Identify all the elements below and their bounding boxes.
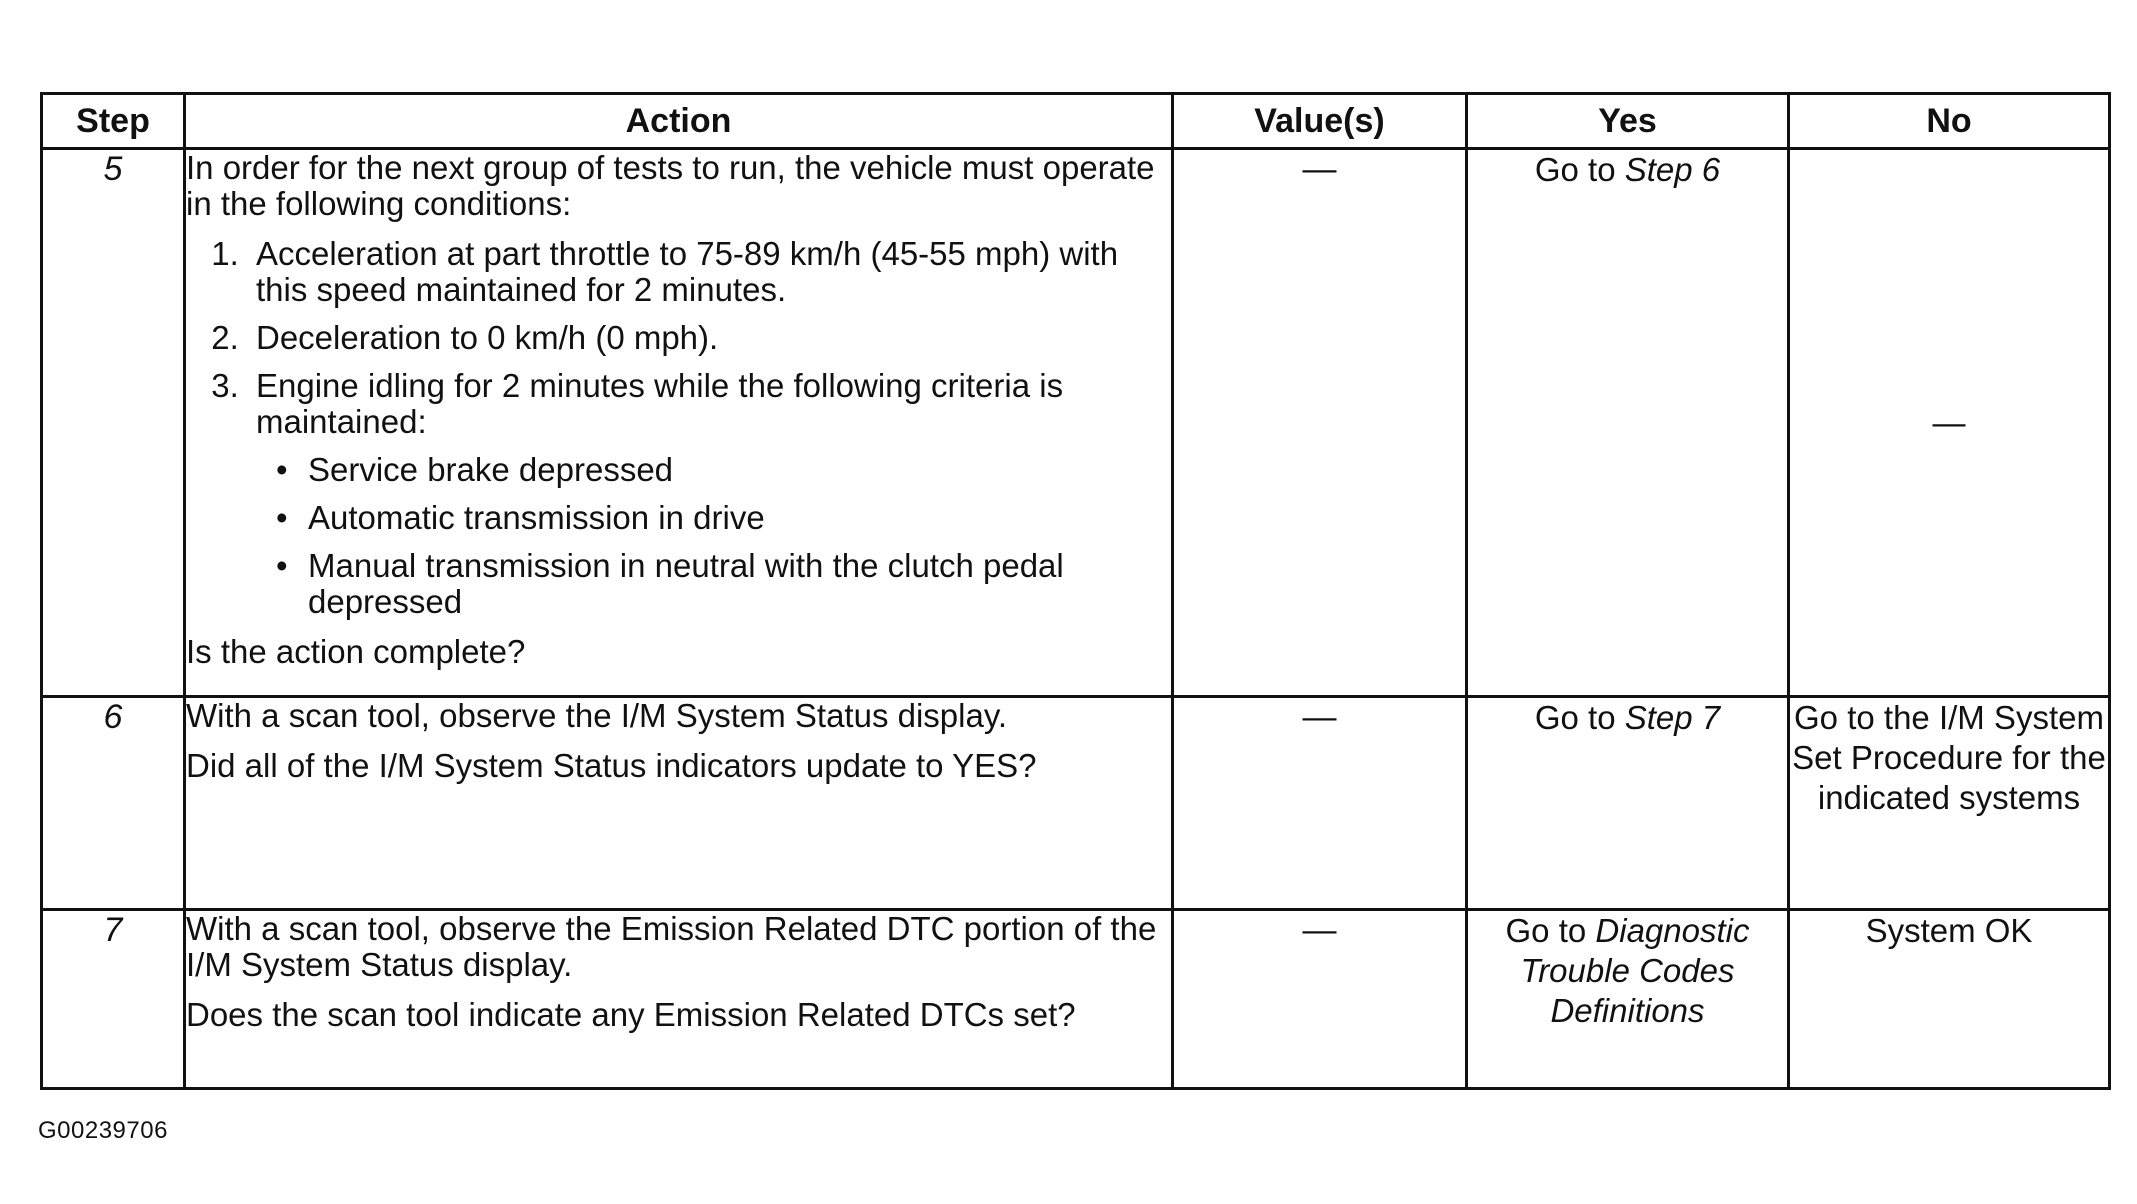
action-cell: [185, 697, 1173, 910]
step-number: 6: [42, 697, 185, 910]
action-intro: With a scan tool, observe the Emission Related DTC portion of the I/M System Status display.: [186, 910, 1157, 983]
table-row-step-6: [42, 697, 2110, 910]
criteria-list: [256, 452, 1171, 620]
yes-step-link[interactable]: Step 6: [1624, 151, 1721, 188]
yes-cell: [1467, 910, 1789, 1089]
diagnostic-table-container: [40, 92, 2108, 1090]
value-cell: —: [1173, 697, 1467, 910]
header-values: Value(s): [1173, 94, 1467, 149]
header-step: Step: [42, 94, 185, 149]
step-number: 7: [42, 910, 185, 1089]
header-yes: Yes: [1467, 94, 1789, 149]
criteria-text: Manual transmission in neutral with the clutch pedal depressed: [308, 547, 1064, 620]
no-cell: —: [1789, 149, 2110, 697]
criteria-text: Service brake depressed: [308, 451, 674, 488]
value-cell: —: [1173, 910, 1467, 1089]
action-intro: With a scan tool, observe the I/M System Status display.: [186, 697, 1008, 734]
header-row: [42, 94, 2110, 149]
condition-item: 1. Acceleration at part throttle to 75-89 km/h (45-55 mph) with this speed maintained for 2 minutes.: [248, 236, 1171, 308]
action-cell: [185, 910, 1173, 1089]
action-question: Does the scan tool indicate any Emission Related DTCs set?: [186, 996, 1076, 1033]
bullet-icon: •: [276, 547, 288, 584]
no-cell: System OK: [1789, 910, 2110, 1089]
table-row-step-5: [42, 149, 2110, 697]
no-cell: Go to the I/M System Set Procedure for the indicated systems: [1789, 697, 2110, 910]
action-question: Did all of the I/M System Status indicators update to YES?: [186, 747, 1037, 784]
header-action: Action: [185, 94, 1173, 149]
condition-item: 2. Deceleration to 0 km/h (0 mph).: [248, 320, 1171, 356]
action-intro: In order for the next group of tests to run, the vehicle must operate in the following conditions:: [186, 149, 1155, 222]
yes-prefix: Go to: [1505, 912, 1596, 949]
bullet-icon: •: [276, 499, 288, 536]
figure-id: G00239706: [38, 1117, 168, 1144]
value-cell: —: [1173, 149, 1467, 697]
step-number: 5: [42, 149, 185, 697]
header-no: No: [1789, 94, 2110, 149]
yes-prefix: Go to: [1534, 151, 1625, 188]
conditions-list: [186, 236, 1171, 620]
criteria-item: [276, 547, 1171, 620]
criteria-item: [276, 451, 1171, 488]
diagnostic-table: [40, 92, 2111, 1090]
bullet-icon: •: [276, 451, 288, 488]
yes-step-link[interactable]: Step 7: [1624, 699, 1721, 736]
action-question: Is the action complete?: [186, 633, 526, 670]
condition-text: Engine idling for 2 minutes while the following criteria is maintained:: [256, 367, 1064, 440]
action-cell: [185, 149, 1173, 697]
yes-cell: [1467, 149, 1789, 697]
condition-item: [248, 368, 1171, 620]
yes-cell: [1467, 697, 1789, 910]
table-row-step-7: [42, 910, 2110, 1089]
criteria-text: Automatic transmission in drive: [308, 499, 765, 536]
criteria-item: [276, 499, 1171, 536]
yes-prefix: Go to: [1534, 699, 1625, 736]
yes-dtc-definitions-link[interactable]: Diagnostic Trouble Codes Definitions: [1520, 912, 1750, 1029]
